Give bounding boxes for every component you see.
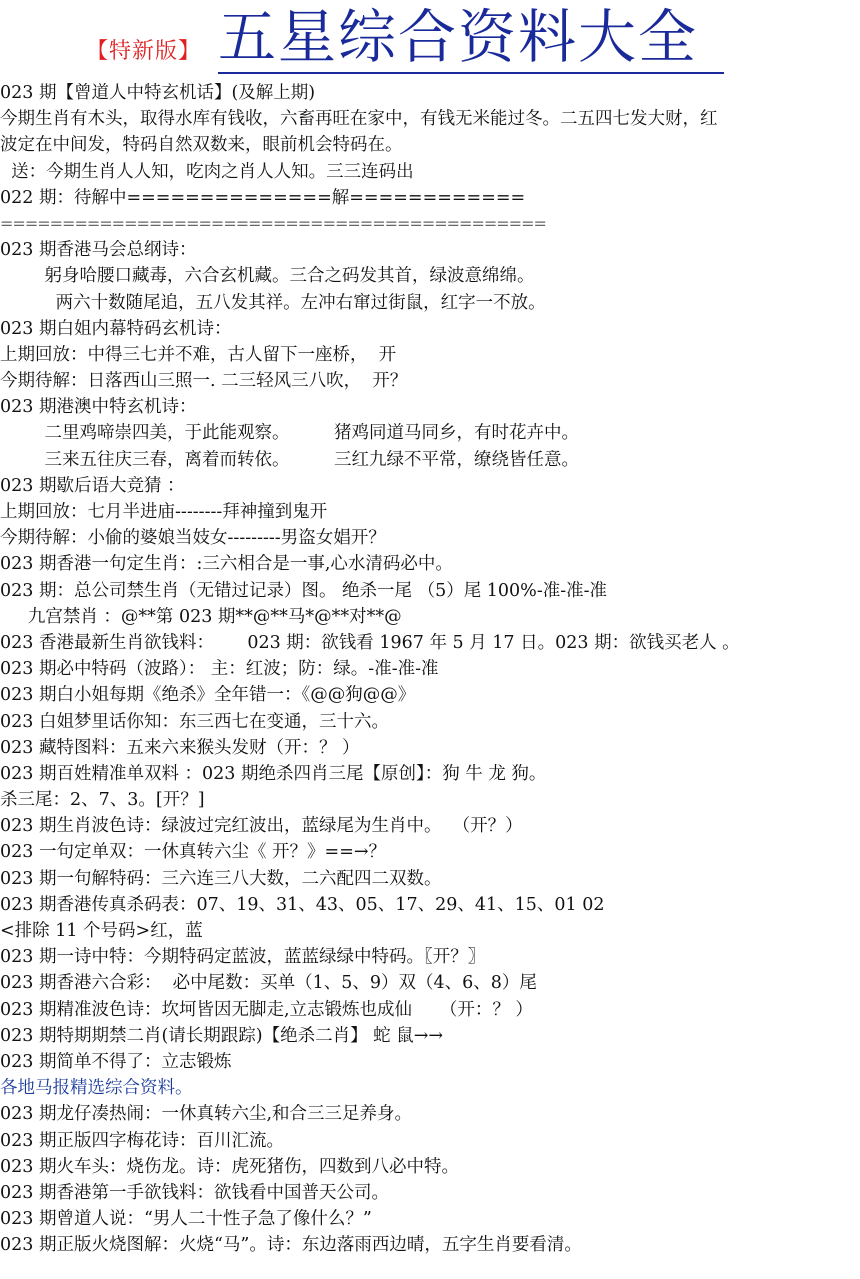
text-line: 023 期精准波色诗：坎坷皆因无脚走,立志锻炼也成仙 （开：？ ） <box>0 999 533 1020</box>
text-line: 两六十数随尾追，五八发其祥。左冲右窜过街鼠，红字一不放。 <box>0 292 546 313</box>
text-line: 023 藏特图料：五来六来猴头发财（开：？ ） <box>0 737 360 758</box>
text-line: 023 期曾道人说：“男人二十性子急了像什么？” <box>0 1209 372 1230</box>
article-body <box>0 80 860 1258</box>
text-line: 今期生肖有木头，取得水库有钱收，六畜再旺在家中，有钱无米能过冬。二五四七发大财，红 <box>0 109 718 130</box>
text-line: 023 白姐梦里话你知：东三西七在变通，三十六。 <box>0 711 389 732</box>
text-line: 023 期香港第一手欲钱料：欲钱看中国普天公司。 <box>0 1182 389 1203</box>
text-line: 023 期一句解特码：三六连三八大数，二六配四二双数。 <box>0 868 442 889</box>
text-line: 023 期必中特码（波路）： 主：红波；防：绿。-准-准-准 <box>0 659 439 680</box>
page-title: 五星综合资料大全 <box>218 3 699 71</box>
text-line: 023 期白小姐每期《绝杀》全年错一：《@@狗@@》 <box>0 685 416 706</box>
text-line: 023 香港最新生肖欲钱料： 023 期：欲钱看 1967 年 5 月 17 日。023 期：欲钱买老人 。 <box>0 632 740 653</box>
text-line: 023 期火车头：烧伤龙。诗：虎死猪伤，四数到八必中特。 <box>0 1156 459 1177</box>
text-line: 波定在中间发，特码自然双数来，眼前机会特码在。 <box>0 135 403 156</box>
text-line: 023 期香港马会总纲诗： <box>0 240 197 261</box>
text-line: 023 期正版火烧图解：火烧“马”。诗：东边落雨西边晴，五字生肖要看清。 <box>0 1235 582 1256</box>
text-line: 023 期百姓精准单双料 ：023 期绝杀四肖三尾【原创】：狗 牛 龙 狗。 <box>0 763 547 784</box>
section-heading: 各地马报精选综合资料。 <box>0 1078 193 1099</box>
text-line: 023 期【曾道人中特玄机话】(及解上期) <box>0 83 316 103</box>
text-line: 上期回放：中得三七并不难，古人留下一座桥， 开 <box>0 344 397 365</box>
text-line: 022 期：待解中==============解============ <box>0 187 526 208</box>
text-line: 023 期简单不得了：立志锻炼 <box>0 1051 232 1072</box>
text-line: 023 期白姐内幕特码玄机诗： <box>0 318 232 339</box>
text-line: 023 期歇后语大竞猜 ： <box>0 475 185 496</box>
text-line: 杀三尾：2、7、3。[开？] <box>0 790 205 811</box>
text-line: 送：今期生肖人人知，吃肉之肖人人知。三三连码出 <box>0 161 414 182</box>
text-line: 躬身哈腰口藏毒，六合玄机藏。三合之码发其首，绿波意绵绵。 <box>0 266 535 287</box>
text-line: 023 一句定单双：一休真转六尘《 开？》==→？ <box>0 842 387 863</box>
text-line: 023 期港澳中特玄机诗： <box>0 397 197 418</box>
text-line: 今期待解：日落西山三照一. 二三轻风三八吹， 开？ <box>0 371 408 392</box>
text-line: 三来五往庆三春，离着而转依。 三红九绿不平常，缭绕皆任意。 <box>0 449 580 470</box>
title-underline <box>218 72 724 74</box>
text-line: 今期待解：小偷的婆娘当妓女---------男盗女娼开？ <box>0 528 386 549</box>
text-line: 023 期香港六合彩： 必中尾数：买单（1、5、9）双（4、6、8）尾 <box>0 973 537 994</box>
text-line: 023 期龙仔凑热闹：一休真转六尘,和合三三足养身。 <box>0 1104 413 1125</box>
text-line: <排除 11 个号码>红，蓝 <box>0 921 203 941</box>
text-line: 023 期正版四字梅花诗：百川汇流。 <box>0 1130 284 1151</box>
text-line: 九宫禁肖 ：@**第 023 期**@**马*@**对**@ <box>0 606 402 627</box>
page-header <box>0 0 860 82</box>
separator-line: ============================================ <box>0 213 546 233</box>
text-line: 023 期：总公司禁生肖（无错过记录）图。 绝杀一尾 （5）尾 100%-准-准-准 <box>0 580 608 601</box>
text-line: 二里鸡啼崇四美，于此能观察。 猪鸡同道马同乡，有时花卉中。 <box>0 423 580 444</box>
text-line: 023 期香港一句定生肖：:三六相合是一事,心水清码必中。 <box>0 554 453 575</box>
text-line: 023 期香港传真杀码表：07、19、31、43、05、17、29、41、15、01 02 <box>0 894 605 915</box>
text-line: 023 期一诗中特：今期特码定蓝波，蓝蓝绿绿中特码。〖开？〗 <box>0 947 486 968</box>
text-line: 023 期特期期禁二肖(请长期跟踪)【绝杀二肖】 蛇 鼠→→ <box>0 1025 444 1046</box>
edition-badge: 【特新版】 <box>86 39 202 64</box>
text-line: 上期回放：七月半进庙--------拜神撞到鬼开 <box>0 502 328 522</box>
text-line: 023 期生肖波色诗：绿波过完红波出，蓝绿尾为生肖中。 （开？） <box>0 816 523 837</box>
